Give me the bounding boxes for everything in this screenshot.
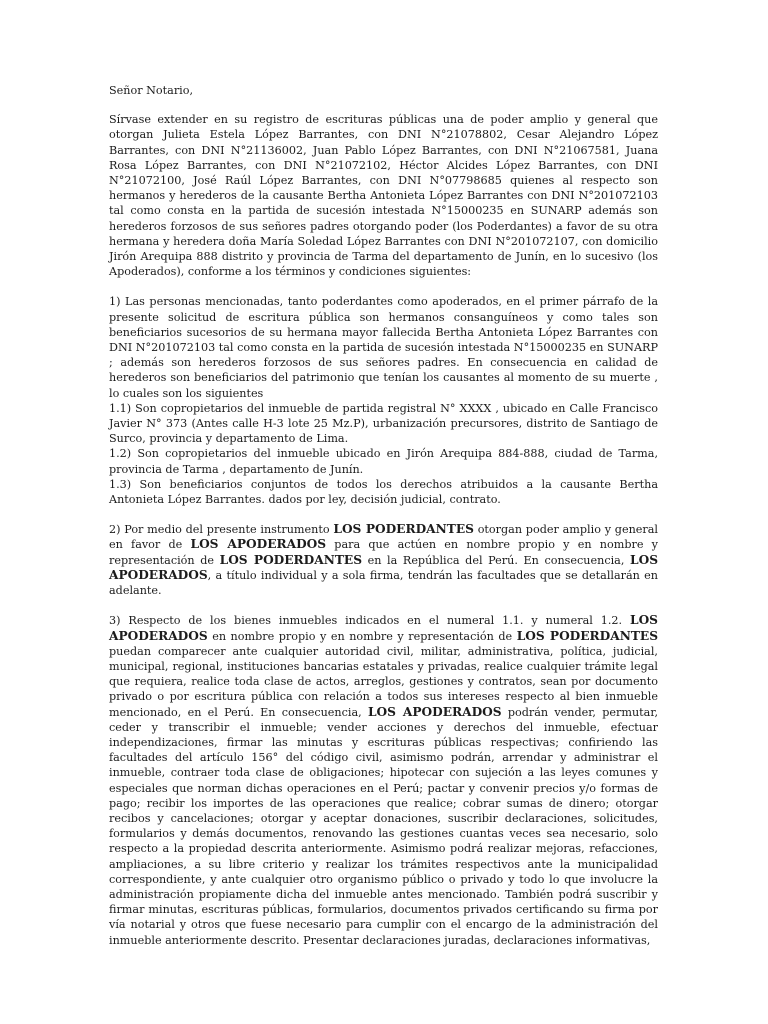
- section-3-text-2: en nombre propio y en nombre y representación de: [207, 629, 517, 643]
- section-1-main: 1) Las personas mencionadas, tanto poderdantes como apoderados, en el primer párrafo de la presente solicitud de escritura pública son hermanos consanguíneos y como tales son beneficiarios sucesorios de su hermana mayor fallecida Bertha Antonieta López Barrantes con DNI N°201072103 tal como consta en la partida de sucesión intestada N°15000235 en SUNARP ; además son herederos forzosos de sus señores padres. En consecuencia en calidad de herederos son beneficiarios del patrimonio que tenían los causantes al momento de su muerte , lo cuales son los siguientes: [109, 295, 658, 400]
- section-1: [109, 294, 658, 507]
- section-2-text-3: para que actúen en nombre propio y en nombre y representación de: [109, 538, 658, 567]
- section-2-text-1: 2) Por medio del presente instrumento: [109, 523, 334, 537]
- section-3-bold-poderdantes: LOS PODERDANTES: [516, 628, 658, 643]
- section-3-text-4: podrán vender, permutar, ceder y transcribir el inmueble; vender acciones y derechos del inmueble, efectuar independizaciones, firmar las minutas y escrituras públicas respectivas; confiriendo las facultades del artículo 156° del código civil, asimismo podrán, arrendar y administrar el inmueble, contraer toda clase de obligaciones; hipotecar con sujeción a las leyes comunes y especiales que norman dichas operaciones en el Perú; pactar y convenir precios y/o formas de pago; recibir los importes de las operaciones que realice; cobrar sumas de dinero; otorgar recibos y cancelaciones; otorgar y aceptar donaciones, suscribir declaraciones, solicitudes, formularios y demás documentos, renovando las gestiones cuantas veces sea necesario, solo respecto a la propiedad descrita anteriormente. Asimismo podrá realizar mejoras, refacciones, ampliaciones, a su libre criterio y realizar los trámites respectivos ante la municipalidad correspondiente, y ante cualquier otro organismo público o privado y todo lo que involucre la administración propiamente dicha del inmueble antes mencionado. También podrá suscribir y firmar minutas, escrituras públicas, formularios, documentos privados certificando su firma por vía notarial y otros que fuese necesario para cumplir con el encargo de la administración del inmueble anteriormente descrito. Presentar declaraciones juradas, declaraciones informativas,: [109, 705, 659, 947]
- section-2-bold-poderdantes: LOS PODERDANTES: [333, 522, 474, 537]
- section-3-bold-apoderados: LOS APODERADOS: [109, 613, 658, 643]
- salutation: Señor Notario,: [109, 84, 194, 97]
- section-2-bold-apoderados: LOS APODERADOS: [190, 537, 327, 552]
- section-2-text-4: en la República del Perú. En consecuencia,: [362, 553, 631, 567]
- intro-paragraph: Sírvase extender en su registro de escrituras públicas una de poder amplio y general que otorgan Julieta Estela López Barrantes, con DNI N°21078802, Cesar Alejandro López Barrantes, con DNI N°21136002, Juan Pablo López Barrantes, con DNI N°21067581, Juana Rosa López Barrantes, con DNI N°21072102, Héctor Alcides López Barrantes, con DNI N°21072100, José Raúl López Barrantes, con DNI N°07798685 quienes al respecto son hermanos y herederos de la causante Bertha Antonieta López Barrantes con DNI N°201072103 tal como consta en la partida de sucesión intestada N°15000235 en SUNARP además son herederos forzosos de sus señores padres otorgando poder (los Poderdantes) a favor de su otra hermana y heredera doña María Soledad López Barrantes con DNI N°201072107, con domicilio Jirón Arequipa 888 distrito y provincia de Tarma del departamento de Junín, en lo sucesivo (los Apoderados), conforme a los términos y condiciones siguientes:: [109, 113, 658, 279]
- section-2-bold-poderdantes-2: LOS PODERDANTES: [219, 552, 362, 567]
- section-1-item-1-2: 1.2) Son copropietarios del inmueble ubicado en Jirón Arequipa 884-888, ciudad de Tarma, provincia de Tarma , departamento de Junín.: [109, 447, 658, 476]
- section-2-bold-apoderados-2: LOS APODERADOS: [109, 552, 659, 582]
- section-2-text-2: otorgan poder amplio y general en favor de: [109, 523, 658, 552]
- section-3-bold-apoderados-2: LOS APODERADOS: [367, 704, 502, 719]
- section-3-text-1: 3) Respecto de los bienes inmuebles indicados en el numeral 1.1. y numeral 1.2.: [109, 614, 630, 628]
- section-3-text-3: puedan comparecer ante cualquier autoridad civil, militar, administrativa, política, judicial, municipal, regional, instituciones bancarias estatales y privadas, realice cualquier trámite legal que requiera, realice toda clase de actos, arreglos, gestiones y contratos, sean por documento privado o por escritura pública con relación a todos sus intereses respecto al bien inmueble mencionado, en el Perú. En consecuencia,: [109, 644, 658, 719]
- section-1-item-1-1: 1.1) Son copropietarios del inmueble de partida registral N° XXXX , ubicado en Calle Francisco Javier N° 373 (Antes calle H-3 lote 25 Mz.P), urbanización precursores, distrito de Santiago de Surco, provincia y departamento de Lima.: [109, 401, 658, 446]
- section-2-text-5: , a título individual y a sola firma, tendrán las facultades que se detallarán en adelante.: [109, 568, 658, 598]
- section-1-item-1-3: 1.3) Son beneficiarios conjuntos de todos los derechos atribuidos a la causante Bertha Antonieta López Barrantes. dados por ley, decisión judicial, contrato.: [109, 477, 658, 507]
- section-3: [109, 613, 658, 947]
- section-2: [109, 522, 658, 598]
